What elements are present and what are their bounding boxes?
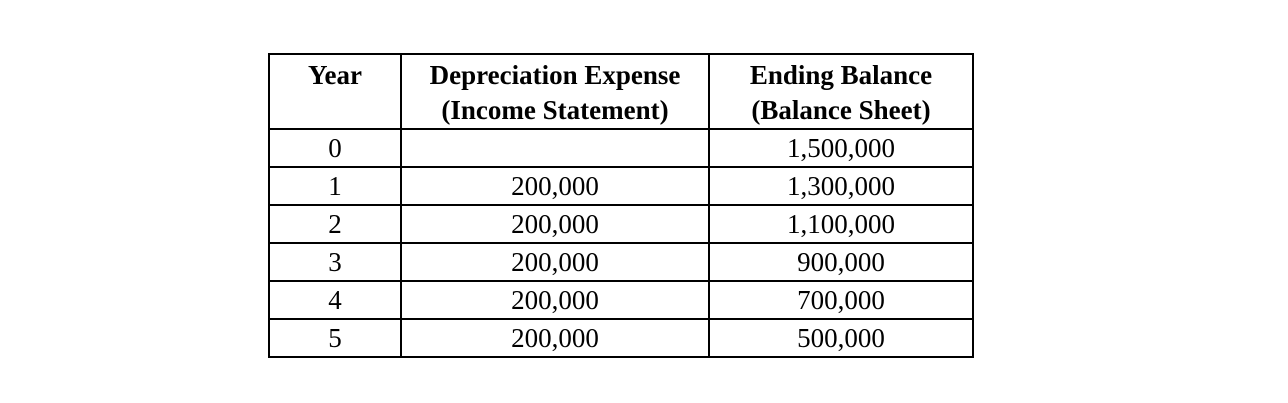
table-row [269,319,973,357]
cell-year: 2 [269,205,401,243]
cell-balance: 500,000 [709,319,973,357]
table-row [269,243,973,281]
cell-depreciation: 200,000 [401,281,709,319]
cell-depreciation [401,129,709,167]
table-row [269,167,973,205]
cell-balance: 700,000 [709,281,973,319]
cell-depreciation: 200,000 [401,205,709,243]
cell-year: 4 [269,281,401,319]
header-balance [709,54,973,129]
header-depreciation-line2: (Income Statement) [441,95,669,125]
table-row [269,205,973,243]
header-year-label: Year [308,60,362,90]
table-row [269,281,973,319]
cell-balance: 900,000 [709,243,973,281]
cell-year: 5 [269,319,401,357]
cell-balance: 1,300,000 [709,167,973,205]
cell-depreciation: 200,000 [401,243,709,281]
header-depreciation-line1: Depreciation Expense [429,60,681,90]
table-header-row [269,54,973,129]
depreciation-table-container [268,53,974,358]
header-balance-line1: Ending Balance [749,60,933,90]
header-year [269,54,401,129]
cell-depreciation: 200,000 [401,319,709,357]
table-row [269,129,973,167]
cell-balance: 1,500,000 [709,129,973,167]
cell-depreciation: 200,000 [401,167,709,205]
depreciation-table [268,53,974,358]
header-depreciation [401,54,709,129]
header-balance-line2: (Balance Sheet) [751,95,931,125]
cell-balance: 1,100,000 [709,205,973,243]
cell-year: 3 [269,243,401,281]
cell-year: 0 [269,129,401,167]
cell-year: 1 [269,167,401,205]
